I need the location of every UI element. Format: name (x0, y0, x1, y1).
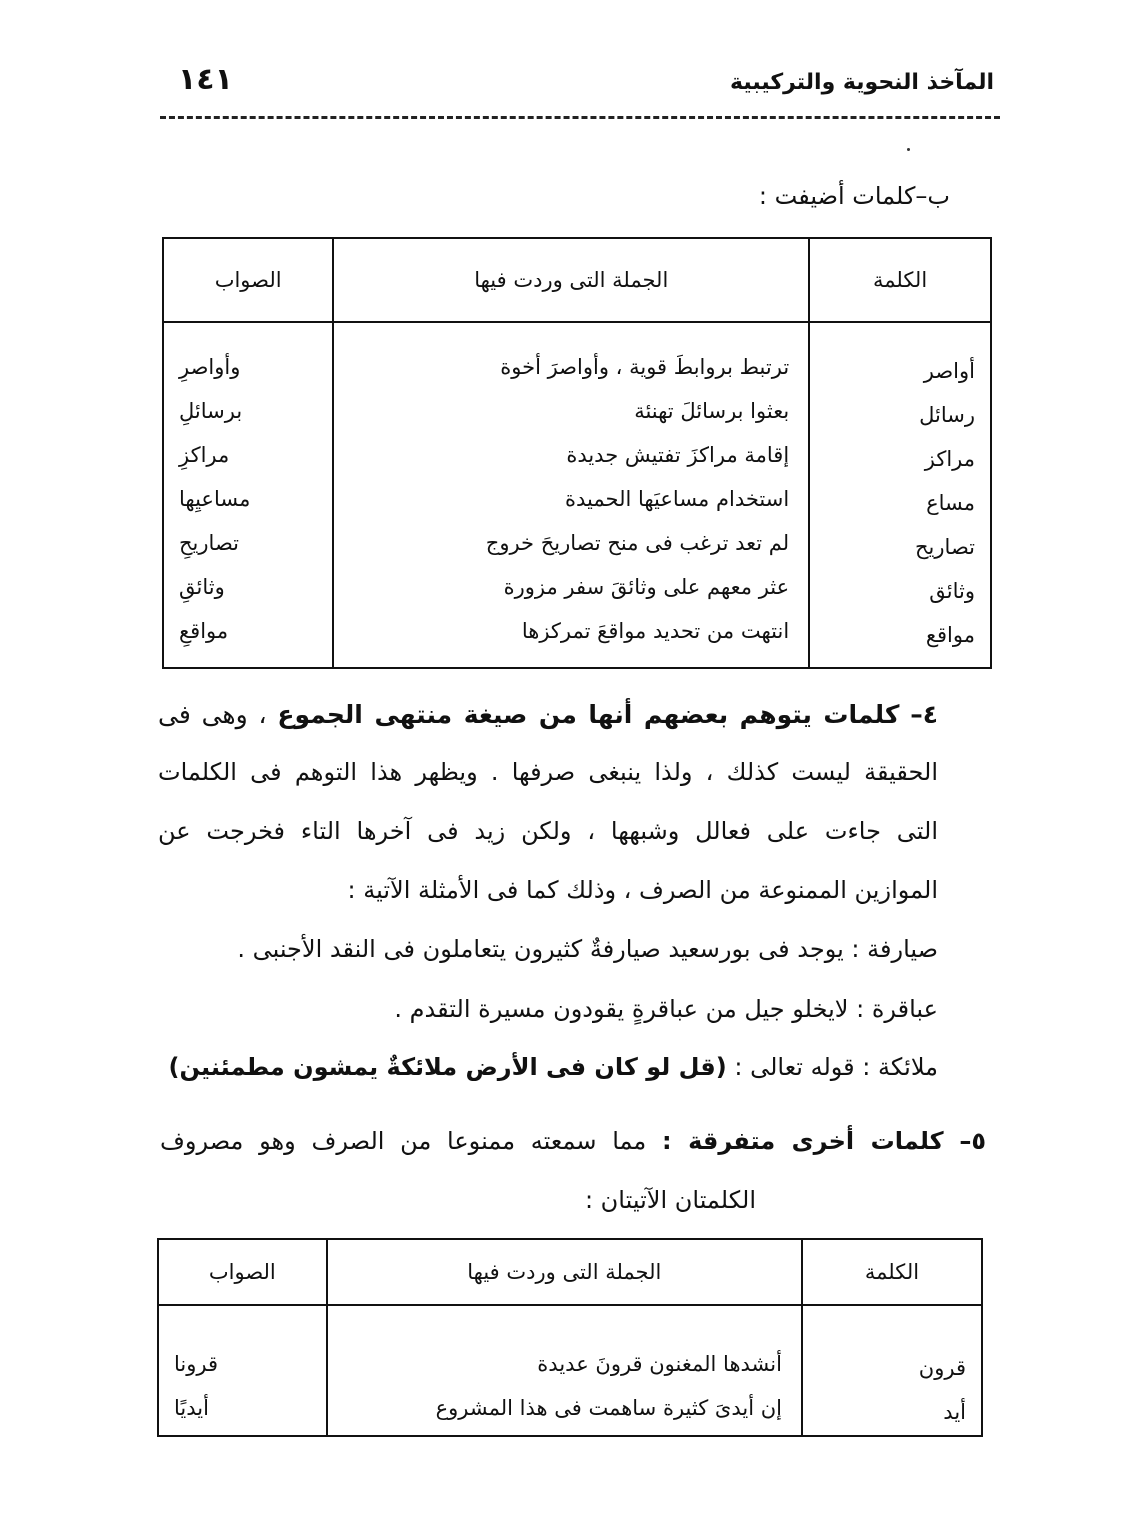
cell-word: مراكز (924, 447, 975, 471)
section-5-line-2: الكلمتان الآتيتان : (584, 1186, 756, 1214)
page-number: ١٤١ (178, 62, 233, 97)
section-4-number: ٤– (910, 700, 938, 729)
header-word: الكلمة (802, 1239, 982, 1305)
header-word: الكلمة (809, 238, 991, 322)
cell-sentence: إقامة مراكزَ تفتيش جديدة (566, 443, 790, 467)
header-divider (160, 116, 1000, 119)
section-5-line-1 (160, 1127, 986, 1155)
example-text: لايخلو جيل من عباقرةٍ يقودون مسيرة التقدم . (394, 995, 849, 1023)
cell-sentence: عثر معهم على وثائقَ سفر مزورة (503, 575, 790, 599)
scattered-words-table (157, 1238, 983, 1437)
subsection-heading-b: ب–كلمات أضيفت : (758, 182, 950, 210)
cell-word: وثائق (929, 579, 975, 603)
added-words-table (162, 237, 992, 669)
section-4-heading: كلمات يتوهم بعضهم أنها من صيغة منتهى الجموع (277, 700, 900, 729)
section-4-line-4: الموازين الممنوعة من الصرف ، وذلك كما فى الأمثلة الآتية : (347, 876, 938, 904)
cell-sentence: ترتبط بروابطَ قوية ، وأواصرَ أخوة (500, 355, 790, 379)
cell-word: أيد (943, 1400, 966, 1424)
cell-correct: تصاريحِ (179, 531, 239, 555)
cell-correct: وأواصرِ (179, 355, 241, 379)
running-title: المآخذ النحوية والتركيبية (730, 70, 994, 95)
cell-correct: مواقعِ (179, 619, 229, 643)
quran-quote: (قل لو كان فى الأرض ملائكةٌ يمشون مطمئنين) (168, 1053, 727, 1081)
cell-sentence: لم تعد ترغب فى منح تصاريحَ خروج (485, 531, 790, 555)
example-line (158, 1053, 938, 1081)
cell-word: رسائل (919, 403, 975, 427)
example-term: عباقرة : (856, 995, 938, 1023)
cell-word: مواقع (925, 623, 975, 647)
section-4-line-2: الحقيقة ليست كذلك ، ولذا ينبغى صرفها . ويظهر هذا التوهم فى الكلمات (158, 758, 938, 786)
section-4-line-1-rest: ، وهى فى (158, 700, 267, 729)
header-sentence: الجملة التى وردت فيها (327, 1239, 802, 1305)
section-4-line-3: التى جاءت على فعالل وشبهها ، ولكن زيد فى آخرها التاء فخرجت عن (158, 817, 938, 845)
cell-sentence: أنشدها المغنون قرونَ عديدة (537, 1352, 782, 1376)
section-5-line-1-rest: مما سمعته ممنوعا من الصرف وهو مصروف (160, 1127, 647, 1155)
cell-correct: مراكزِ (179, 443, 230, 467)
speck (907, 148, 910, 151)
cell-correct: برسائلِ (179, 399, 243, 423)
cell-word: قرون (918, 1356, 966, 1380)
example-term: صيارفة : (851, 935, 938, 963)
example-text: يوجد فى بورسعيد صيارفةٌ كثيرون يتعاملون فى النقد الأجنبى . (237, 935, 844, 963)
cell-correct: وثائقِ (179, 575, 225, 599)
cell-word: تصاريح (915, 535, 975, 559)
cell-word: مساع (926, 491, 975, 515)
cell-word: أواصر (923, 359, 975, 383)
cell-sentence: بعثوا برسائلَ تهنئة (634, 399, 790, 423)
cell-correct: قرونا (174, 1352, 219, 1376)
section-5-number: ٥– (959, 1127, 986, 1155)
cell-sentence: استخدام مساعيَها الحميدة (565, 487, 790, 511)
cell-correct: مساعيِها (179, 487, 251, 511)
section-4-line-1 (158, 700, 938, 729)
section-5-heading: كلمات أخرى متفرقة : (662, 1127, 944, 1155)
cell-correct: أيديًا (174, 1396, 209, 1420)
example-line (158, 995, 938, 1023)
header-correct: الصواب (163, 238, 333, 322)
cell-sentence: انتهت من تحديد مواقعَ تمركزها (521, 619, 790, 643)
cell-sentence: إن أيدىَ كثيرة ساهمت فى هذا المشروع (435, 1396, 782, 1420)
example-text: قوله تعالى : (734, 1053, 855, 1081)
header-correct: الصواب (158, 1239, 327, 1305)
header-sentence: الجملة التى وردت فيها (333, 238, 809, 322)
example-term: ملائكة : (862, 1053, 938, 1081)
example-line (158, 935, 938, 963)
